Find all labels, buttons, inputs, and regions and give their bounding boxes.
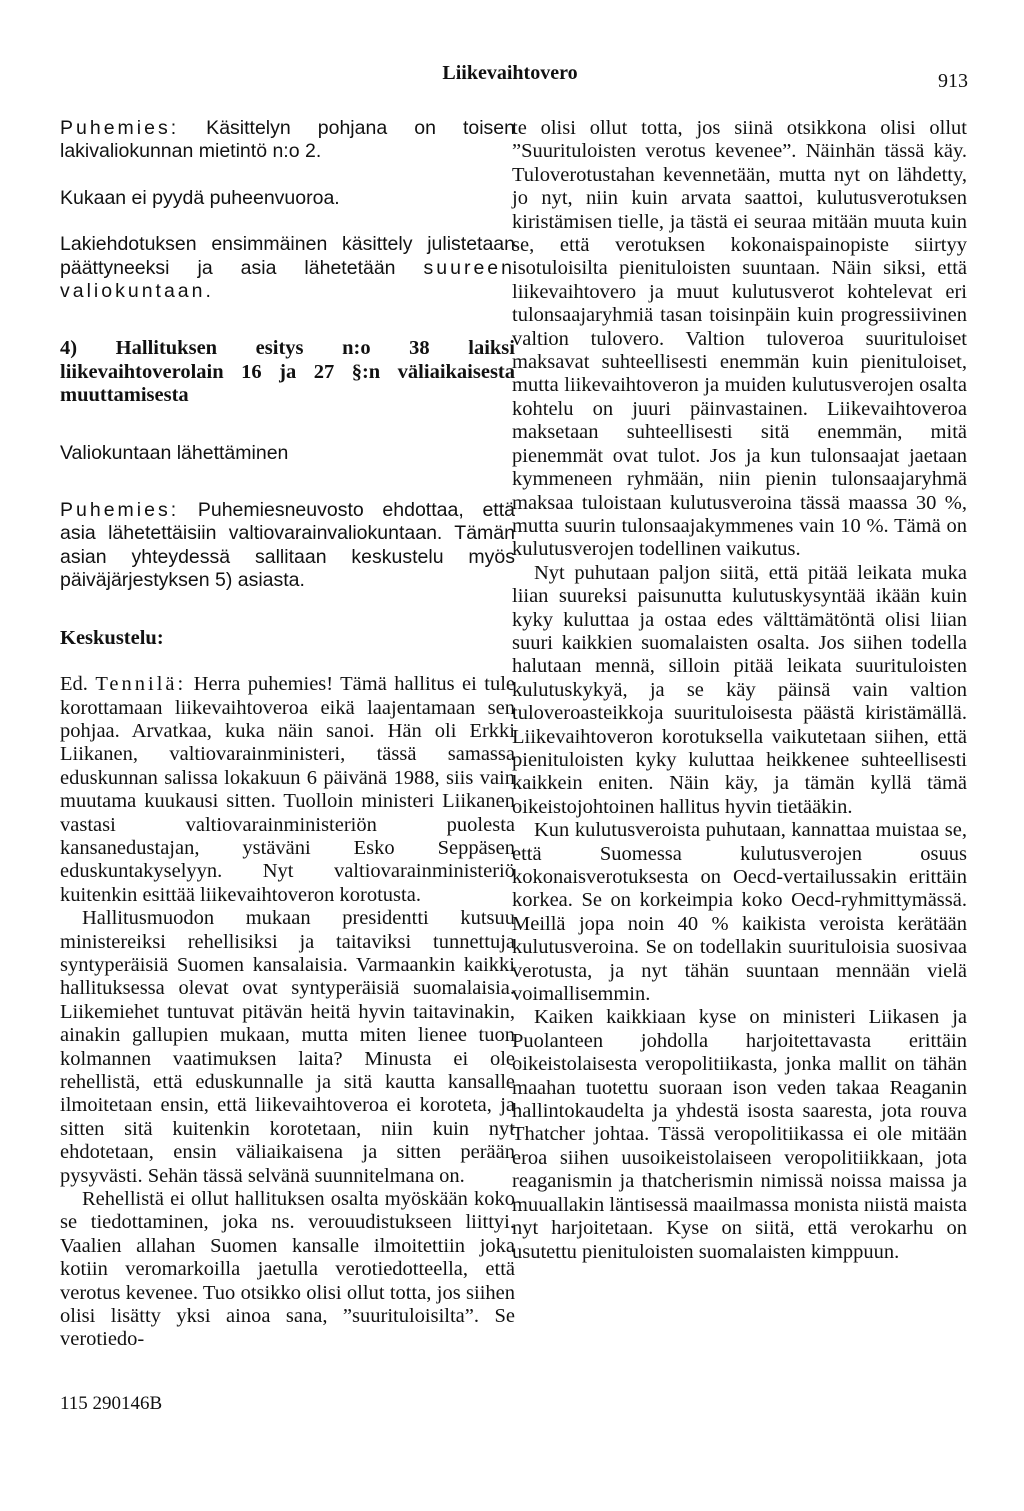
paragraph-speech: Nyt puhutaan paljon siitä, että pitää leikata muka liian suureksi paisunutta kulutuskysyntää ikään kuin kyky kuluttaa ja ostaa edes välttämätöntä olisi liian suuri kaikkien suomalaisten osalta. Jos siihen todella halutaan mennä, silloin pitää leikata suurituloisten kulutuskykyä, ja se käy päinsä vain valtion tuloveroasteikkoja suurituloisesta päästä kiristämällä. Liikevaihtoveron korotuksella vaikutetaan siihen, että pienituloisten kyky kuluttaa heikkenee suhteellisesti kaikkein eniten. Näin käy, ja tämän kyllä tämä oikeistojohtoinen hallitus hyvin tietääkin. [512, 561, 967, 818]
right-column [512, 117, 967, 1264]
agenda-item-heading: 4) Hallituksen esitys n:o 38 laiksi liikevaihtoverolain 16 ja 27 §:n väliaikaisesta muuttamisesta [60, 337, 515, 407]
paragraph-no-speakers: Kukaan ei pyydä puheenvuoroa. [60, 186, 340, 209]
speaker-prefix: Ed. [60, 673, 96, 696]
paragraph-first-reading [60, 233, 515, 303]
paragraph-speech: Kun kulutusveroista puhutaan, kannattaa muistaa se, että Suomessa kulutusverojen osuus kokonaisverotuksesta on Oecd-vertailussakin erittäin korkea. Se on korkeimpia koko Oecd-ryhmittymässä. Meillä jopa noin 40 % kaikista veroista kerätään kulutusveroina. Se on todellakin suurituloisia suosivaa verotusta, ja nyt tähän suuntaan mennään vielä voimallisemmin. [512, 819, 967, 1006]
page-number: 913 [938, 70, 968, 92]
paragraph-speech: Kaiken kaikkiaan kyse on ministeri Liikasen ja Puolanteen johdolla harjoitettavasta erittäin oikeistolaisesta veropolitiikasta, jonka mallit on tähän maahan tuotettu suoraan ison veden takaa Reaganin hallintokaudelta ja yhdestä isosta saaresta, jota rouva Thatcher johtaa. Tässä veropolitiikassa ei ole mitään eroa siihen uusoikeistolaiseen veropolitiikkaan, jota reaganismin ja thatcherismin nimissä noissa maissa ja muuallakin läntisessä maailmassa monista niistä maista nyt harjoitetaan. Kyse on siitä, että verokarhu on usutettu pienituloisten suomalaisten kimppuun. [512, 1006, 967, 1263]
paragraph-referral [60, 499, 515, 593]
speaker-name: Puhemies: [60, 499, 180, 522]
running-head: Liikevaihtovero [442, 62, 578, 84]
spaced-text: suureen valiokuntaan. [60, 256, 515, 303]
discussion-heading: Keskustelu: [60, 626, 164, 649]
section-subheading: Valiokuntaan lähettäminen [60, 441, 289, 464]
paragraph-text: Herra puhemies! Tämä hallitus ei tule korottamaan liikevaihtoveroa eikä laajentamaan sen pohjaa. Arvatkaa, kuka näin sanoi. Hän oli Erkki Liikanen, valtiovarainministeri, tässä samassa eduskunnan salissa lokakuun 6 päivänä 1988, siis vain muutama kuukausi sitten. Tuolloin ministeri Liikanen vastasi valtiovarainministeriön puolesta kansanedustajan, ystäväni Esko Seppäsen eduskuntakyselyyn. Nyt valtiovarainministeriö kuitenkin esittää liikevaihtoveron korotusta. [60, 673, 515, 906]
paragraph-text: Käsittelyn pohjana on toisen lakivaliokunnan mietintö n:o 2. [60, 117, 515, 163]
paragraph-speech: te olisi ollut totta, jos siinä otsikkona olisi ollut ”Suurituloisten verotus kevenee”. Näinhän tässä käy. Tuloverotustahan kevennetään, mutta nyt on lähdetty, jo nyt, niin kuin arvata saattoi, kulutusverotuksen kiristämisen tielle, ja tästä ei seuraa mitään muuta kuin se, että verotuksen kokonaispainopiste siirtyy isotuloisilta pienituloisten suuntaan. Näin siksi, että liikevaihtovero ja muut kulutusverot kohtelevat eri tulonsaajaryhmiä tasan toisinpäin kuin progressiivinen valtion tulovero. Valtion tuloveroa suurituloiset maksavat suhteellisesti enemmän kuin pienituloiset, mutta liikevaihtoveron ja muiden kulutusverojen osalta kohtelu on juuri päinvastainen. Liikevaihtoveroa maksetaan suhteellisesti sitä enemmän, mitä pienemmät ovat tulot. Jos ja kun tulonsaajat jaetaan kymmeneen ryhmään, niin pienin tulonsaajaryhmä maksaa tuloistaan kulutusveroina tässä maassa 30 %, mutta suurin tulonsaajakymmenes vain 10 %. Tämä on kulutusverojen todellinen vaikutus. [512, 117, 967, 561]
footer-code: 115 290146B [60, 1393, 163, 1414]
paragraph-speech: Hallitusmuodon mukaan presidentti kutsuu ministereiksi rehellisiksi ja taitaviksi tunnettuja syntyperäisiä Suomen kansalaisia. Varmaankin kaikki hallituksessa olevat ovat syntyperäisiä suomalaisia. Liikemiehet tuntuvat pitävän heitä hyvin taitavinakin, ainakin gallupien mukaan, mutta miten lienee tuon kolmannen vaatimuksen laita? Minusta ei ole rehellistä, että eduskunnalle ja sitä kautta kansalle ilmoitetaan ensin, että liikevaihtoveroa ei koroteta, ja sitten sitä kuitenkin korotetaan, niin kuin nyt ehdotetaan, ensin väliaikaisena ja sitten perään pysyvästi. Sehän tässä selvänä suunnitelmana on. [60, 907, 515, 1187]
paragraph-speaker-announcement [60, 117, 515, 164]
paragraph-text: Lakiehdotuksen ensimmäinen käsittely julistetaan päättyneeksi ja asia lähetetään [60, 233, 515, 279]
left-column [60, 117, 515, 1352]
speaker-name: Puhemies: [60, 117, 180, 139]
paragraph-speech-opening [60, 673, 515, 907]
paragraph-text: Puhemiesneuvosto ehdottaa, että asia lähetettäisiin valtiovarainvaliokuntaan. Tämän asian yhteydessä sallitaan keskustelu myös päiväjärjestyksen 5) asiasta. [60, 499, 515, 592]
paragraph-speech: Rehellistä ei ollut hallituksen osalta myöskään koko se tiedottaminen, joka ns. verouudistukseen liittyi. Vaalien allahan Suomen kansalle ilmoitettiin joka kotiin veromarkoilla jaetulla verotiedotteella, että verotus kevenee. Tuo otsikko olisi ollut totta, jos siihen olisi lisätty yksi ainoa sana, ”suurituloisilta”. Se verotiedo- [60, 1188, 515, 1351]
speaker-name: Tennilä: [95, 673, 187, 696]
